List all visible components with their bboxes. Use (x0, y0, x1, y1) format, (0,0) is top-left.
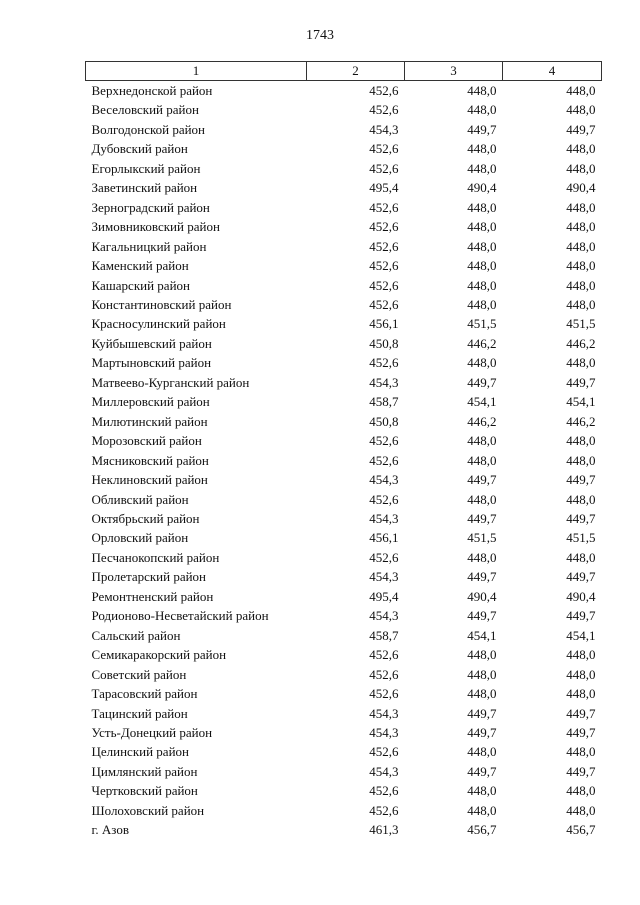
district-name-cell: Чертковский район (91, 783, 198, 799)
page-number: 1743 (306, 28, 334, 43)
value-cell-col-2: 454,3 (369, 608, 399, 624)
value-cell-col-2: 452,6 (369, 452, 399, 468)
table-row (86, 528, 602, 547)
district-name-cell: Цимлянский район (91, 763, 198, 779)
district-name-cell: Целинский район (91, 744, 189, 760)
table-row (86, 431, 602, 450)
value-cell-col-4: 448,0 (566, 491, 596, 507)
value-cell-col-2: 456,1 (369, 530, 399, 546)
value-cell-col-2: 456,1 (369, 316, 399, 332)
value-cell-col-2: 452,6 (369, 102, 399, 118)
value-cell-col-3: 449,7 (467, 724, 497, 740)
district-name-cell: Мясниковский район (91, 452, 209, 468)
value-cell-col-4: 448,0 (566, 686, 596, 702)
value-cell-col-3: 456,7 (467, 822, 497, 838)
table-row (86, 139, 602, 158)
header-col-4: 4 (503, 62, 602, 81)
district-name-cell: Зимовниковский район (91, 219, 220, 235)
district-name-cell: Кашарский район (91, 277, 190, 293)
district-name-cell: Пролетарский район (91, 569, 207, 585)
table-row (86, 548, 602, 567)
table-row (86, 178, 602, 197)
value-cell-col-4: 449,7 (566, 121, 596, 137)
header-col-2: 2 (307, 62, 405, 81)
value-cell-col-3: 448,0 (467, 355, 497, 371)
table-row (86, 762, 602, 781)
table-row (86, 704, 602, 723)
value-cell-col-2: 495,4 (369, 180, 399, 196)
table-row (86, 587, 602, 606)
district-name-cell: Красносулинский район (91, 316, 226, 332)
value-cell-col-4: 448,0 (566, 296, 596, 312)
value-cell-col-2: 452,6 (369, 83, 399, 98)
value-cell-col-2: 458,7 (369, 627, 399, 643)
value-cell-col-4: 451,5 (566, 530, 596, 546)
table-row (86, 801, 602, 820)
value-cell-col-2: 454,3 (369, 510, 399, 526)
district-name-cell: Тацинский район (91, 705, 188, 721)
district-name-cell: Зерноградский район (91, 199, 210, 215)
table-row (86, 820, 602, 839)
value-cell-col-4: 448,0 (566, 802, 596, 818)
value-cell-col-2: 458,7 (369, 394, 399, 410)
table-row (86, 159, 602, 178)
value-cell-col-2: 452,6 (369, 744, 399, 760)
value-cell-col-3: 454,1 (467, 394, 497, 410)
table-row (86, 626, 602, 645)
table-row (86, 256, 602, 275)
value-cell-col-4: 454,1 (566, 394, 596, 410)
district-name-cell: Морозовский район (91, 433, 202, 449)
table-row (86, 470, 602, 489)
district-name-cell: Егорлыкский район (91, 160, 201, 176)
table-row (86, 392, 602, 411)
value-cell-col-4: 448,0 (566, 549, 596, 565)
table-row (86, 276, 602, 295)
value-cell-col-2: 454,3 (369, 705, 399, 721)
table-row (86, 645, 602, 664)
header-row (86, 62, 602, 81)
value-cell-col-3: 448,0 (467, 258, 497, 274)
value-cell-col-3: 449,7 (467, 121, 497, 137)
value-cell-col-3: 448,0 (467, 686, 497, 702)
district-name-cell: Константиновский район (91, 296, 232, 312)
district-name-cell: Веселовский район (91, 102, 199, 118)
value-cell-col-2: 450,8 (369, 413, 399, 429)
district-name-cell: Кагальницкий район (91, 238, 207, 254)
table-row (86, 412, 602, 431)
value-cell-col-3: 448,0 (467, 783, 497, 799)
value-cell-col-2: 452,6 (369, 238, 399, 254)
table-row (86, 237, 602, 256)
value-cell-col-3: 451,5 (467, 316, 497, 332)
value-cell-col-2: 452,6 (369, 802, 399, 818)
table-row (86, 509, 602, 528)
value-cell-col-4: 451,5 (566, 316, 596, 332)
value-cell-col-2: 454,3 (369, 724, 399, 740)
district-name-cell: Сальский район (91, 627, 181, 643)
value-cell-col-3: 448,0 (467, 102, 497, 118)
value-cell-col-4: 448,0 (566, 433, 596, 449)
district-name-cell: г. Азов (91, 822, 129, 838)
table-row (86, 742, 602, 761)
district-name-cell: Матвеево-Курганский район (91, 374, 250, 390)
value-cell-col-2: 452,6 (369, 647, 399, 663)
value-cell-col-3: 448,0 (467, 802, 497, 818)
table-row (86, 490, 602, 509)
value-cell-col-2: 452,6 (369, 549, 399, 565)
value-cell-col-4: 448,0 (566, 783, 596, 799)
value-cell-col-4: 448,0 (566, 238, 596, 254)
table-row (86, 353, 602, 372)
value-cell-col-2: 454,3 (369, 472, 399, 488)
value-cell-col-3: 449,7 (467, 472, 497, 488)
table-row (86, 606, 602, 625)
value-cell-col-4: 449,7 (566, 510, 596, 526)
district-name-cell: Волгодонской район (91, 121, 206, 137)
value-cell-col-4: 449,7 (566, 763, 596, 779)
value-cell-col-4: 448,0 (566, 666, 596, 682)
table-row (86, 81, 602, 101)
district-name-cell: Куйбышевский район (91, 335, 212, 351)
district-name-cell: Песчанокопский район (91, 549, 220, 565)
district-name-cell: Заветинский район (91, 180, 198, 196)
value-cell-col-2: 452,6 (369, 355, 399, 371)
value-cell-col-2: 452,6 (369, 491, 399, 507)
value-cell-col-3: 448,0 (467, 549, 497, 565)
value-cell-col-3: 451,5 (467, 530, 497, 546)
value-cell-col-4: 448,0 (566, 219, 596, 235)
value-cell-col-2: 452,6 (369, 686, 399, 702)
value-cell-col-4: 448,0 (566, 160, 596, 176)
district-name-cell: Ремонтненский район (91, 588, 214, 604)
value-cell-col-2: 454,3 (369, 569, 399, 585)
value-cell-col-2: 452,6 (369, 433, 399, 449)
value-cell-col-3: 446,2 (467, 335, 497, 351)
table-body (86, 81, 602, 840)
district-name-cell: Тарасовский район (91, 686, 198, 702)
value-cell-col-2: 452,6 (369, 666, 399, 682)
value-cell-col-3: 490,4 (467, 180, 497, 196)
value-cell-col-3: 448,0 (467, 296, 497, 312)
value-cell-col-2: 452,6 (369, 160, 399, 176)
value-cell-col-4: 449,7 (566, 472, 596, 488)
table-row (86, 781, 602, 800)
value-cell-col-4: 446,2 (566, 413, 596, 429)
value-cell-col-3: 448,0 (467, 199, 497, 215)
value-cell-col-2: 452,6 (369, 141, 399, 157)
district-name-cell: Шолоховский район (91, 802, 205, 818)
value-cell-col-4: 448,0 (566, 258, 596, 274)
value-cell-col-4: 449,7 (566, 569, 596, 585)
value-cell-col-2: 452,6 (369, 199, 399, 215)
value-cell-col-3: 449,7 (467, 569, 497, 585)
table-row (86, 295, 602, 314)
value-cell-col-3: 448,0 (467, 160, 497, 176)
table-row (86, 567, 602, 586)
table-row (86, 100, 602, 119)
header-col-1: 1 (86, 62, 307, 81)
value-cell-col-3: 448,0 (467, 141, 497, 157)
value-cell-col-3: 449,7 (467, 510, 497, 526)
district-name-cell: Советский район (91, 666, 187, 682)
value-cell-col-3: 490,4 (467, 588, 497, 604)
value-cell-col-2: 461,3 (369, 822, 399, 838)
value-cell-col-3: 448,0 (467, 277, 497, 293)
value-cell-col-3: 449,7 (467, 608, 497, 624)
table-row (86, 451, 602, 470)
district-name-cell: Неклиновский район (91, 472, 208, 488)
value-cell-col-3: 448,0 (467, 744, 497, 760)
table-row (86, 665, 602, 684)
district-name-cell: Усть-Донецкий район (91, 724, 213, 740)
value-cell-col-3: 448,0 (467, 647, 497, 663)
table-row (86, 198, 602, 217)
value-cell-col-4: 456,7 (566, 822, 596, 838)
district-name-cell: Милютинский район (91, 413, 208, 429)
value-cell-col-3: 448,0 (467, 666, 497, 682)
value-cell-col-2: 454,3 (369, 763, 399, 779)
district-name-cell: Семикаракорский район (91, 647, 227, 663)
district-name-cell: Орловский район (91, 530, 189, 546)
value-cell-col-3: 454,1 (467, 627, 497, 643)
value-cell-col-4: 448,0 (566, 102, 596, 118)
value-cell-col-4: 448,0 (566, 83, 596, 98)
value-cell-col-2: 452,6 (369, 258, 399, 274)
value-cell-col-4: 449,7 (566, 608, 596, 624)
value-cell-col-4: 448,0 (566, 647, 596, 663)
header-col-3: 3 (405, 62, 503, 81)
table-row (86, 723, 602, 742)
value-cell-col-2: 450,8 (369, 335, 399, 351)
table-row (86, 684, 602, 703)
value-cell-col-3: 449,7 (467, 763, 497, 779)
district-name-cell: Мартыновский район (91, 355, 212, 371)
value-cell-col-2: 452,6 (369, 296, 399, 312)
value-cell-col-3: 449,7 (467, 374, 497, 390)
table-row (86, 120, 602, 139)
table-header (86, 62, 602, 81)
value-cell-col-2: 454,3 (369, 121, 399, 137)
value-cell-col-3: 448,0 (467, 219, 497, 235)
value-cell-col-4: 449,7 (566, 374, 596, 390)
value-cell-col-3: 448,0 (467, 491, 497, 507)
value-cell-col-3: 448,0 (467, 238, 497, 254)
value-cell-col-2: 495,4 (369, 588, 399, 604)
district-name-cell: Миллеровский район (91, 394, 210, 410)
value-cell-col-4: 449,7 (566, 705, 596, 721)
value-cell-col-2: 452,6 (369, 277, 399, 293)
value-cell-col-4: 448,0 (566, 355, 596, 371)
value-cell-col-4: 448,0 (566, 199, 596, 215)
value-cell-col-2: 452,6 (369, 783, 399, 799)
table-row (86, 373, 602, 392)
value-cell-col-3: 446,2 (467, 413, 497, 429)
district-values-table (85, 61, 602, 840)
district-name-cell: Обливский район (91, 491, 189, 507)
value-cell-col-4: 490,4 (566, 180, 596, 196)
value-cell-col-4: 490,4 (566, 588, 596, 604)
value-cell-col-4: 448,0 (566, 744, 596, 760)
value-cell-col-3: 448,0 (467, 452, 497, 468)
value-cell-col-4: 448,0 (566, 141, 596, 157)
value-cell-col-4: 448,0 (566, 277, 596, 293)
value-cell-col-4: 446,2 (566, 335, 596, 351)
value-cell-col-4: 449,7 (566, 724, 596, 740)
value-cell-col-2: 452,6 (369, 219, 399, 235)
value-cell-col-4: 454,1 (566, 627, 596, 643)
district-name-cell: Каменский район (91, 258, 189, 274)
value-cell-col-3: 448,0 (467, 433, 497, 449)
value-cell-col-3: 449,7 (467, 705, 497, 721)
table-row (86, 314, 602, 333)
table-row (86, 217, 602, 236)
value-cell-col-4: 448,0 (566, 452, 596, 468)
value-cell-col-3: 448,0 (467, 83, 497, 98)
district-name-cell: Родионово-Несветайский район (91, 608, 269, 624)
district-name-cell: Дубовский район (91, 141, 188, 157)
district-name-cell: Октябрьский район (91, 510, 200, 526)
table-row (86, 334, 602, 353)
district-name-cell: Верхнедонской район (91, 83, 213, 98)
value-cell-col-2: 454,3 (369, 374, 399, 390)
